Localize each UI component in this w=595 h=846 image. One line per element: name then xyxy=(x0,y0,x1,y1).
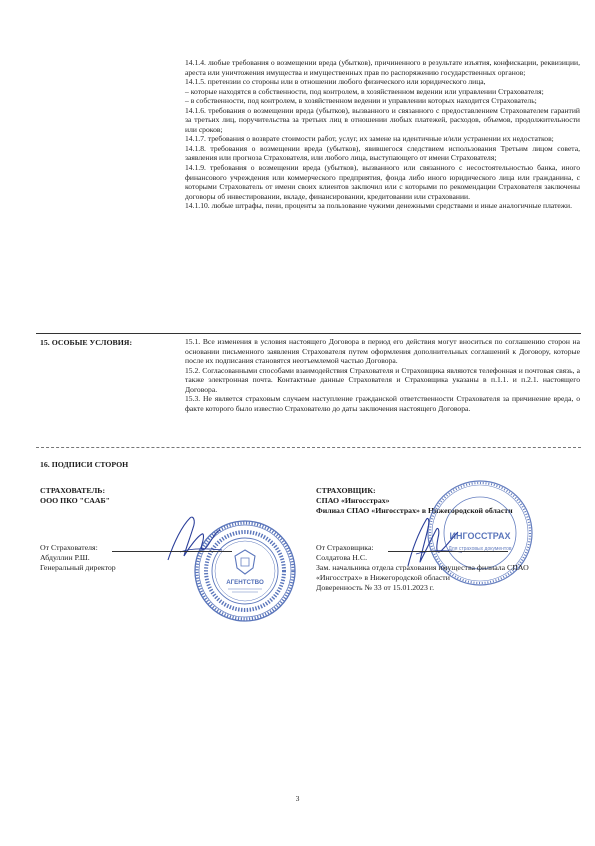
section-divider xyxy=(36,333,581,334)
insurance-company-signer-position-2: «Ингосстрах» в Нижегородской области xyxy=(316,573,450,582)
insurer-signer-name: Абдуллин Р.Ш. xyxy=(40,553,90,562)
clause-14-1-9: 14.1.9. требования о возмещении вреда (убытков), вызванного или связанного с несостоятельностью банка, иного финансового учреждения или коммерческого предприятия, фонда либо иного юридического лица или гражданина, с которыми Страхователь от имени своих клиентов заключил или с которыми по рекомендации Страхователя заключены договоры об инвестировании, вкладе, финансировании, кредитовании или страховании. xyxy=(185,163,580,201)
page-number: 3 xyxy=(295,794,300,803)
clause-15-3: 15.3. Не является страховым случаем наступление гражданской ответственности Страхователя за причинение вреда, о факте которого было известно Страхователю до даты заключения настоящего Договора. xyxy=(185,394,580,413)
power-of-attorney: Доверенность № 33 от 15.01.2023 г. xyxy=(316,583,435,592)
clause-14-1-7: 14.1.7. требования о возврате стоимости работ, услуг, их замене на идентичные и/или устранении их недостатков; xyxy=(185,134,554,144)
ingosstrakh-logo-text: ИНГОССТРАХ xyxy=(449,531,511,541)
clause-14-1-5: 14.1.5. претензии со стороны или в отношении любого физического или юридического лица, xyxy=(185,77,486,87)
clause-14-list xyxy=(185,58,580,211)
insurer-signature-line xyxy=(112,551,232,552)
clause-14-1-5-item-b: – в собственности, под контролем, в хозяйственном ведении и управлении которых находится Страхователь; xyxy=(185,96,537,106)
clause-15-1: 15.1. Все изменения в условия настоящего Договора в период его действия могут вноситься по соглашению сторон на основании письменного заявления Страхователя путем оформления дополнительных соглашений к Договору, которые после их подписания становятся неотъемлемой частью Договора. xyxy=(185,337,580,366)
clause-14-1-4: 14.1.4. любые требования о возмещении вреда (убытков), причиненного в результате изъятия, конфискации, реквизиции, ареста или уничтожения имущества и имущественных прав по распоряжению государственных органов; xyxy=(185,58,580,77)
clause-14-1-5-item-a: – которые находятся в собственности, под контролем, в хозяйственном ведении или управлении Страхователя; xyxy=(185,86,544,96)
section-divider-dashed xyxy=(36,447,581,448)
insurance-company-role: СТРАХОВЩИК: xyxy=(316,486,376,495)
insurer-from-label: От Страхователя: xyxy=(40,543,98,552)
insurer-name: ООО ПКО "СААБ" xyxy=(40,496,110,505)
stamp-center-text: АГЕНТСТВО xyxy=(226,579,264,586)
insurance-company-signature-line xyxy=(388,551,508,552)
insurance-company-branch: Филиал СПАО «Ингосстрах» в Нижегородской области xyxy=(316,506,513,515)
insurer-signature xyxy=(160,512,230,572)
section-15-title: 15. ОСОБЫЕ УСЛОВИЯ: xyxy=(40,338,133,347)
clause-14-1-10: 14.1.10. любые штрафы, пени, проценты за пользование чужими денежными средствами и иные аналогичные платежи. xyxy=(185,201,572,211)
insurer-role: СТРАХОВАТЕЛЬ: xyxy=(40,486,106,495)
stamp-sub-text: Для страховых документов xyxy=(448,546,512,552)
insurer-signer-position: Генеральный директор xyxy=(40,563,116,572)
section-16-title: 16. ПОДПИСИ СТОРОН xyxy=(40,460,129,469)
insurance-company-signer-name: Солдатова Н.С. xyxy=(316,553,368,562)
insurance-company-signer-position-1: Зам. начальника отдела страхования имущества филиала СПАО xyxy=(316,563,529,572)
clause-14-1-8: 14.1.8. требования о возмещении вреда (убытков), явившегося следствием использования Третьим лицом совета, заявления или прогноза Страхователя, или любого лица, выступающего от имени Страхователя; xyxy=(185,143,580,163)
insurance-company-name: СПАО «Ингосстрах» xyxy=(316,496,390,505)
insurance-company-from-label: От Страховщика: xyxy=(316,543,374,552)
section-15-body xyxy=(185,337,580,413)
clause-14-1-6: 14.1.6. требования о возмещении вреда (убытков), вызванного и связанного с предоставлением Страхователем гарантий за третьих лиц, поручительства за третьих лиц в отношении любых платежей, расходов, объемов, продолжительности или сроков; xyxy=(185,105,580,134)
clause-15-2: 15.2. Согласованными способами взаимодействия Страхователя и Страховщика являются телефонная и почтовая связь, а также электронная почта. Контактные данные Страхователя и Страховщика указаны в п.1.1. и п.2.1. настоящего Договора. xyxy=(185,365,580,394)
